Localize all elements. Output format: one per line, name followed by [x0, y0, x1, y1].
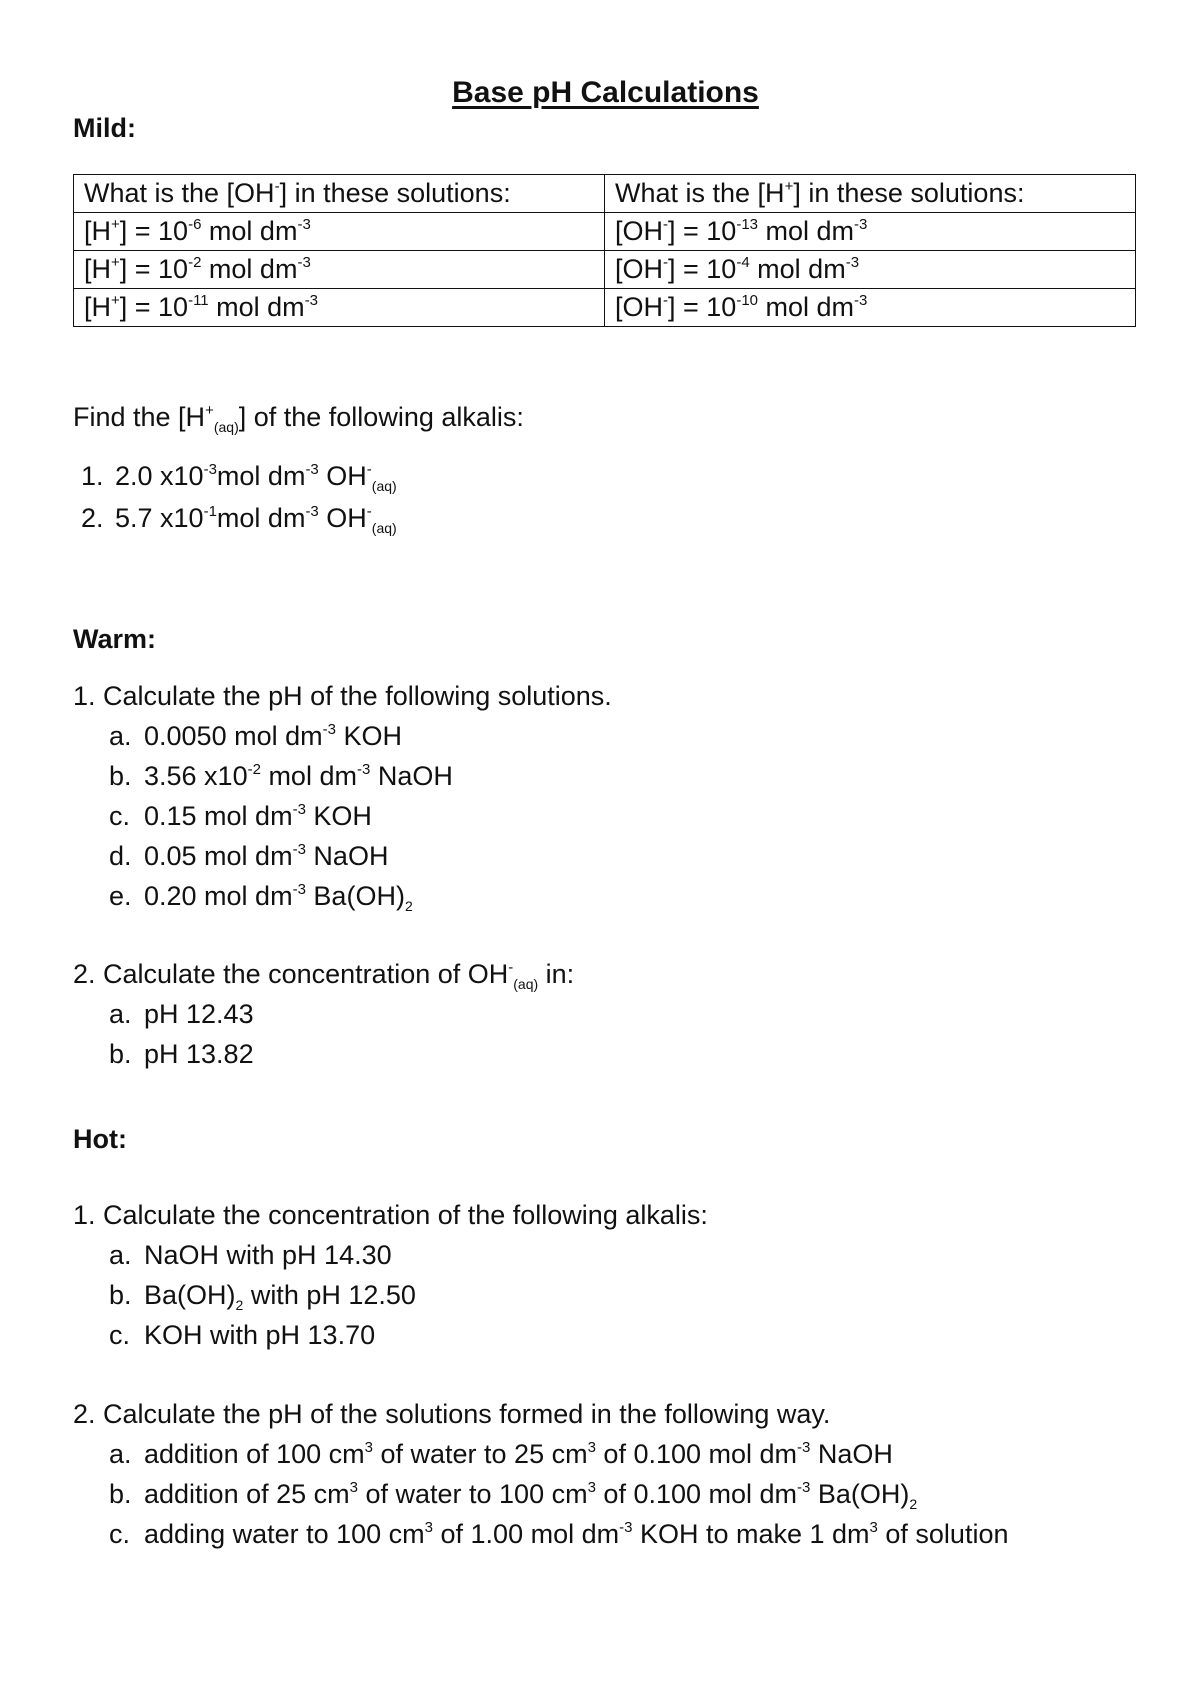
hot-heading: Hot:: [73, 1124, 127, 1154]
mild-heading: Mild:: [73, 113, 136, 143]
list-item: b. addition of 25 $cm^3$ of water to 100 $cm^3$ of 0.100 mol $dm^{-3}$ $Ba(OH)_2$: [109, 1479, 918, 1512]
find-prompt: Find the $[H^+_{(aq)}]$ of the following alkalis:: [73, 402, 524, 435]
list-item: b. $Ba(OH)_2$ with pH 12.50: [109, 1280, 416, 1313]
list-item: c. adding water to 100 $cm^3$ of 1.00 mol $dm^{-3}$ KOH to make 1 $dm^3$ of solution: [109, 1519, 1009, 1549]
table-cell: $[OH^-] = 10^{-4}$ mol $dm^{-3}$: [605, 251, 1136, 289]
question-label: 1. Calculate the pH of the following solutions.: [73, 681, 612, 711]
table-cell: $[H^+] = 10^{-11}$ mol $dm^{-3}$: [74, 289, 605, 327]
question-label: 2. Calculate the pH of the solutions formed in the following way.: [73, 1399, 831, 1429]
question-label: 1. Calculate the concentration of the following alkalis:: [73, 1200, 708, 1230]
concentration-table: [73, 174, 1136, 327]
list-item: 2. 5.7 $x10^{-1}mol$ $dm^{-3}$ $OH^-_{(aq)}$: [81, 503, 397, 536]
table-header-row: [74, 175, 1136, 213]
table-cell: $[OH^-] = 10^{-10}$ mol $dm^{-3}$: [605, 289, 1136, 327]
list-item: 1. 2.0 $x10^{-3}mol$ $dm^{-3}$ $OH^-_{(aq)}$: [81, 461, 397, 494]
table-row: [74, 213, 1136, 251]
list-item: c. 0.15 mol $dm^{-3}$ KOH: [109, 801, 372, 831]
table-row: [74, 289, 1136, 327]
list-item: b. 3.56 $x10^{-2}$ mol $dm^{-3}$ NaOH: [109, 761, 453, 791]
list-item: b. pH 13.82: [109, 1039, 254, 1069]
list-item: a. NaOH with pH 14.30: [109, 1240, 392, 1270]
table-cell: $[H^+] = 10^{-6}$ mol $dm^{-3}$: [74, 213, 605, 251]
page-title: Base pH Calculations: [452, 76, 759, 109]
list-item: d. 0.05 mol $dm^{-3}$ NaOH: [109, 841, 389, 871]
table-row: [74, 251, 1136, 289]
list-item: a. pH 12.43: [109, 999, 254, 1029]
list-item: a. 0.0050 mol $dm^{-3}$ KOH: [109, 721, 402, 751]
question-label: 2. Calculate the concentration of $OH^-_{(aq)}$ in:: [73, 959, 575, 992]
list-item: e. 0.20 mol $dm^{-3}$ $Ba(OH)_2$: [109, 881, 413, 914]
table-header-h: What is the [H+] in these solutions:: [605, 175, 1136, 213]
table-cell: $[H^+] = 10^{-2}$ mol $dm^{-3}$: [74, 251, 605, 289]
table-header-oh: What is the [OH-] in these solutions:: [74, 175, 605, 213]
list-item: c. KOH with pH 13.70: [109, 1320, 376, 1350]
table-cell: $[OH^-] = 10^{-13}$ mol $dm^{-3}$: [605, 213, 1136, 251]
warm-heading: Warm:: [73, 624, 157, 654]
list-item: a. addition of 100 $cm^3$ of water to 25 $cm^3$ of 0.100 mol $dm^{-3}$ NaOH: [109, 1439, 893, 1469]
